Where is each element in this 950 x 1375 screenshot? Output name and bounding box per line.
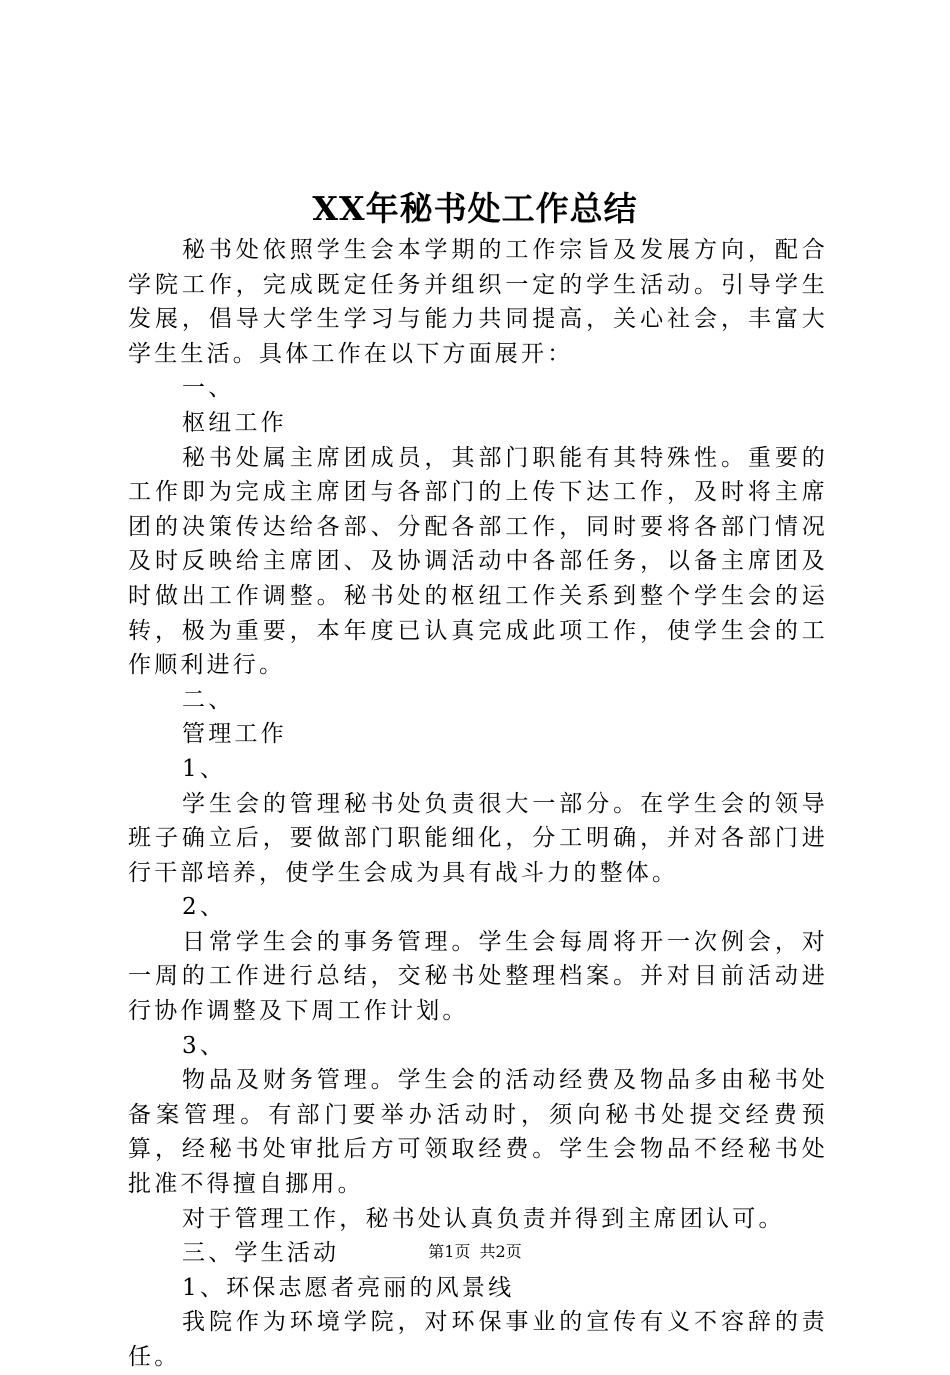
- item-number-1: 1、: [182, 755, 227, 782]
- paragraph-eco-volunteers: 我院作为环境学院，对环保事业的宣传有义不容辞的责任。: [128, 1309, 828, 1370]
- paragraph-management-2: 日常学生会的事务管理。学生会每周将开一次例会，对一周的工作进行总结，交秘书处整理档案。并对目前活动进行协作调整及下周工作计划。: [128, 928, 828, 1025]
- section-heading-student-activities: 三、学生活动: [182, 1240, 340, 1267]
- section-heading-hub-work: 枢纽工作: [182, 409, 287, 436]
- page-footer: [0, 1241, 950, 1263]
- paragraph-intro: 秘书处依照学生会本学期的工作宗旨及发展方向，配合学院工作，完成既定任务并组织一定的学生活动。引导学生发展，倡导大学生学习与能力共同提高，关心社会，丰富大学生生活。具体工作在以下方面展开：: [128, 237, 828, 367]
- section-number-1: 一、: [182, 375, 235, 402]
- section-number-2: 二、: [182, 686, 235, 713]
- paragraph-management-3: 物品及财务管理。学生会的活动经费及物品多由秘书处备案管理。有部门要举办活动时，须向秘书处提交经费预算，经秘书处审批后方可领取经费。学生会物品不经秘书处批准不得擅自挪用。: [128, 1067, 828, 1198]
- section-heading-management: 管理工作: [182, 721, 287, 748]
- paragraph-management-summary: 对于管理工作，秘书处认真负责并得到主席团认可。: [182, 1205, 785, 1232]
- page-total: 共2页: [479, 1242, 522, 1261]
- paragraph-hub-work: 秘书处属主席团成员，其部门职能有其特殊性。重要的工作即为完成主席团与各部门的上传下达工作，及时将主席团的决策传达给各部、分配各部工作，同时要将各部门情况及时反映给主席团、及协调活动中各部任务，以备主席团及时做出工作调整。秘书处的枢纽工作关系到整个学生会的运转，极为重要，本年度已认真完成此项工作，使学生会的工作顺利进行。: [128, 444, 828, 679]
- document-title: XX年秘书处工作总结: [312, 189, 638, 228]
- item-number-3: 3、: [182, 1032, 227, 1059]
- document-body: [128, 233, 828, 1375]
- paragraph-management-1: 学生会的管理秘书处负责很大一部分。在学生会的领导班子确立后，要做部门职能细化，分工明确，并对各部门进行干部培养，使学生会成为具有战斗力的整体。: [128, 790, 828, 886]
- item-number-2: 2、: [182, 894, 227, 921]
- page-number: 第1页: [428, 1242, 471, 1261]
- subsection-heading-eco-volunteers: 1、环保志愿者亮丽的风景线: [182, 1274, 515, 1301]
